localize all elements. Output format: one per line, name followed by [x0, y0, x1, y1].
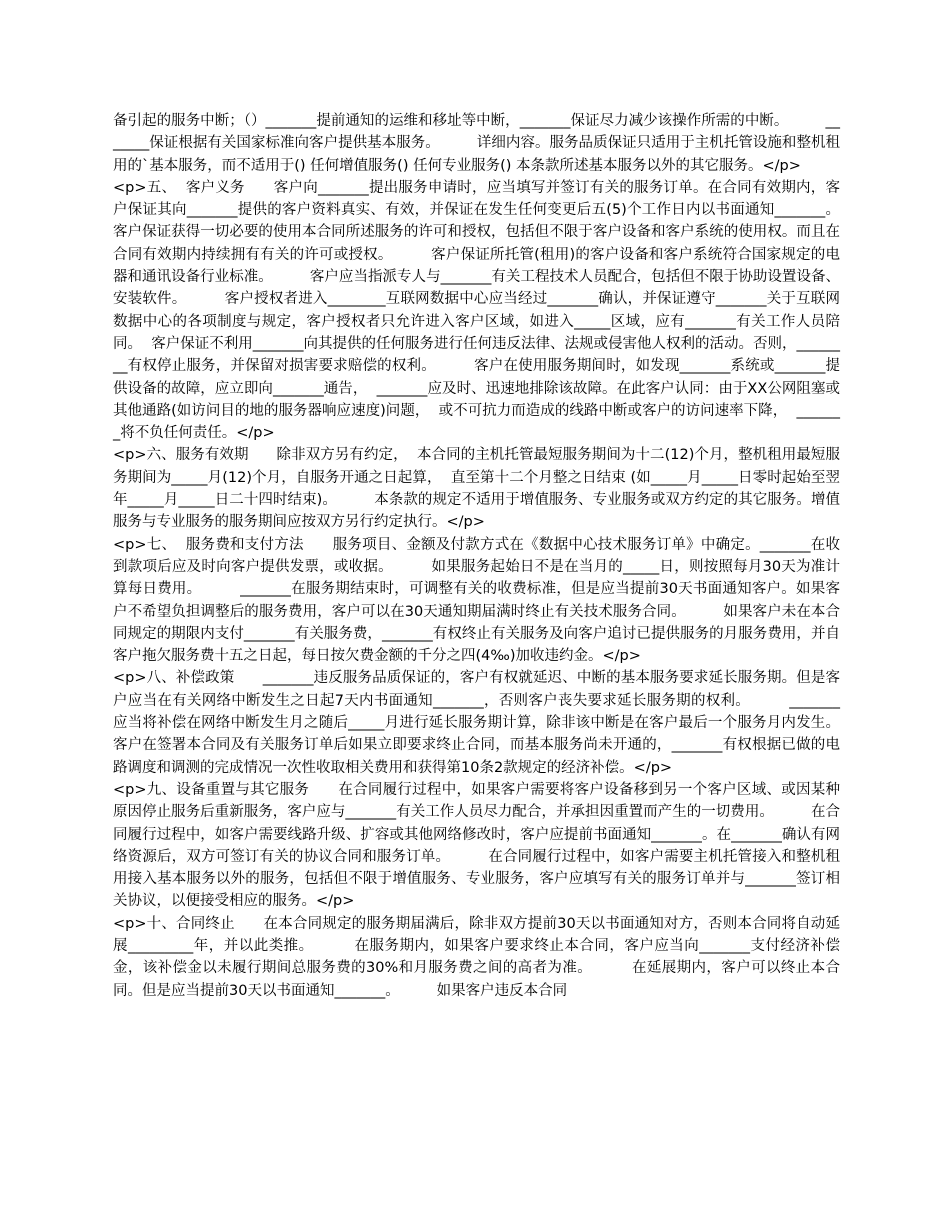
paragraph-fees-payment: <p>七、 服务费和支付方法 服务项目、金额及付款方式在《数据中心技术服务订单》中确定。_______在收到款项后应及时向客户提供发票，或收据。 如果服务起始日不是在当月的_____日，则按照每月30天为准计算每日费用。 _______在服务期结束时，可调整有关的收费标准，但是应当提前30天书面通知客户。如果客户不希望负担调整后的服务费用，客户可以在30天通知期届满时终止有关技术服务合同。 如果客户未在本合同规定的期限内支付_______有关服务费，_______有权终止有关服务及向客户追讨已提供服务的月服务费用，并自客户拖欠服务费十五之日起，每日按欠费金额的千分之四(4‰)加收违约金。</p>	[113, 536, 840, 665]
paragraph-service-quality: 备引起的服务中断；（）_______提前通知的运维和移址等中断，_______保证尽力减少该操作所需的中断。 _______保证根据有关国家标准向客户提供基本服务。 详细内容。服务品质保证只适用于主机托管设施和整机租用的`基本服务，而不适用于() 任何增值服务() 任何专业服务() 本条款所述基本服务以外的其它服务。</p>	[113, 113, 840, 174]
paragraph-contract-termination: <p>十、合同终止 在本合同规定的服务期届满后，除非双方提前30天以书面通知对方，否则本合同将自动延展_________年，并以此类推。 在服务期内，如果客户要求终止本合同，客户应当向_______支付经济补偿金，该补偿金以未履行期间总服务费的30%和月服务费之间的高者为准。 在延展期内，客户可以终止本合同。但是应当提前30天以书面通知_______。 如果客户违反本合同	[113, 915, 840, 999]
paragraph-customer-obligations: <p>五、 客户义务 客户向_______提出服务申请时，应当填写并签订有关的服务订单。在合同有效期内，客户保证其向_______提供的客户资料真实、有效，并保证在发生任何变更后五(5)个工作日内以书面通知_______。 客户保证获得一切必要的使用本合同所述服务的许可和授权，包括但不限于客户设备和客户系统的使用权。而且在合同有效期内持续拥有有关的许可或授权。 客户保证所托管(租用)的客户设备和客户系统符合国家规定的电器和通讯设备行业标准。 客户应当指派专人与_______有关工程技术人员配合，包括但不限于协助设置设备、安装软件。 客户授权者进入________互联网数据中心应当经过_______确认，并保证遵守_______关于互联网数据中心的各项制度与规定，客户授权者只允许进入客户区域，如进入_____区域，应有_______有关工作人员陪同。 客户保证不利用_______向其提供的任何服务进行任何违反法律、法规或侵害他人权利的活动。否则，________有权停止服务，并保留对损害要求赔偿的权利。 客户在使用服务期间时，如发现_______系统或_______提供设备的故障，应立即向_______通告， _______应及时、迅速地排除该故障。在此客户认同：由于XX公网阻塞或其他通路(如访问目的地的服务器响应速度)问题， 或不可抗力而造成的线路中断或客户的访问速率下降， _______将不负任何责任。</p>	[113, 179, 877, 442]
document-page	[113, 110, 877, 1002]
paragraph-service-term: <p>六、服务有效期 除非双方另有约定， 本合同的主机托管最短服务期间为十二(12)个月，整机租用最短服务期间为_____月(12)个月，自服务开通之日起算， 直至第十二个月整之日结束 (如_____月_____日零时起始至翌年_____月_____日二十四时结束)。 本条款的规定不适用于增值服务、专业服务或双方约定的其它服务。增值服务与专业服务的服务期间应按双方另行约定执行。</p>	[113, 447, 840, 531]
paragraph-compensation-policy: <p>八、补偿政策 _______违反服务品质保证的，客户有权就延迟、中断的基本服务要求延长服务期。但是客户应当在有关网络中断发生之日起7天内书面通知_______，否则客户丧失要求延长服务期的权利。 _______应当将补偿在网络中断发生月之随后_____月进行延长服务期计算，除非该中断是在客户最后一个服务月内发生。 客户在签署本合同及有关服务订单后如果立即要求终止合同，而基本服务尚未开通的，_______有权根据已做的电路调度和调测的完成情况一次性收取相关费用和获得第10条2款规定的经济补偿。</p>	[113, 670, 877, 776]
paragraph-equipment-relocation: <p>九、设备重置与其它服务 在合同履行过程中，如果客户需要将客户设备移到另一个客户区域、或因某种原因停止服务后重新服务，客户应与_______有关工作人员尽力配合，并承担因重置而产生的一切费用。 在合同履行过程中，如客户需要线路升级、扩容或其他网络修改时，客户应提前书面通知_______。在_______确认有网络资源后，双方可签订有关的协议合同和服务订单。 在合同履行过程中，如客户需要主机托管接入和整机租用接入基本服务以外的服务，包括但不限于增值服务、专业服务，客户应填写有关的服务订单并与_______签订相关协议，以便接受相应的服务。</p>	[113, 781, 840, 910]
